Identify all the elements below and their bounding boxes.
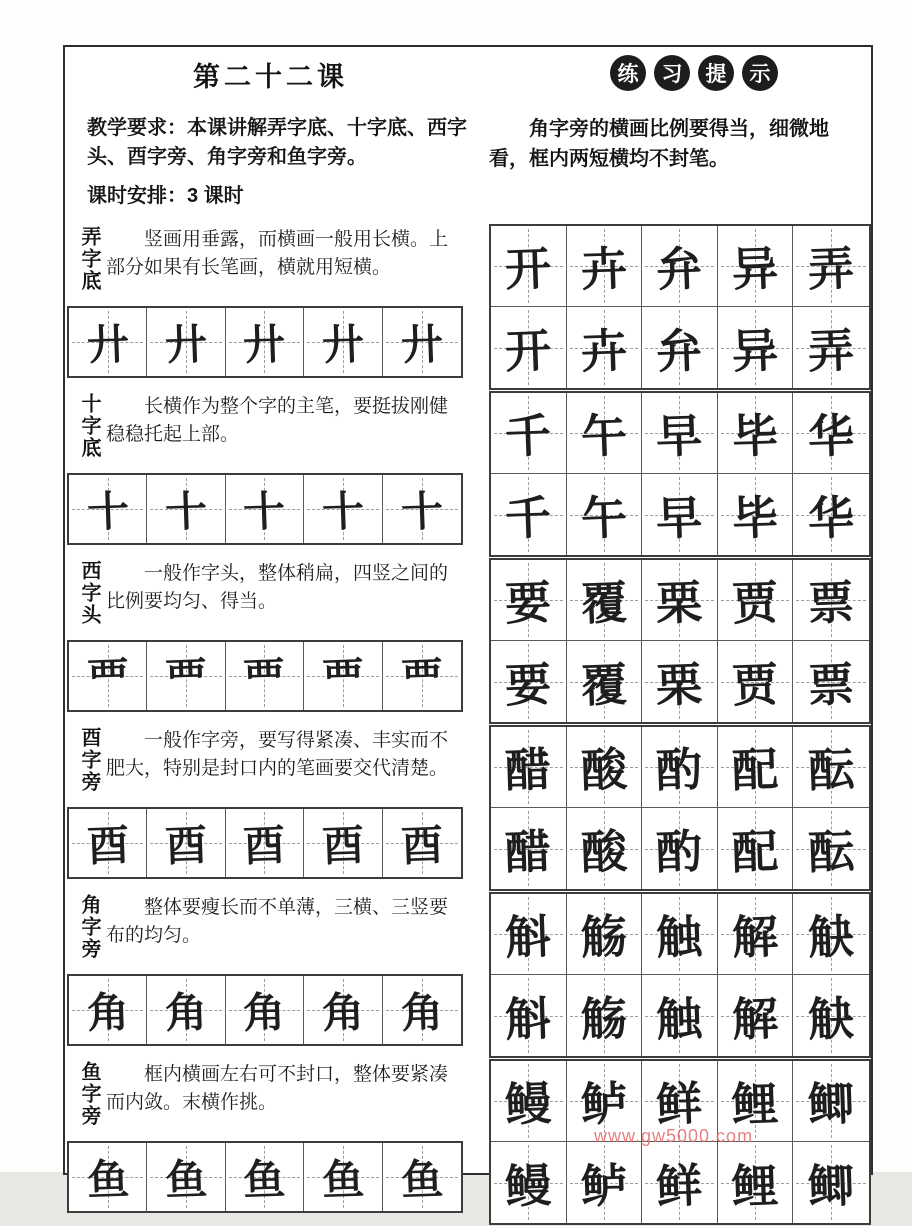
example-cell bbox=[793, 393, 869, 474]
example-cell bbox=[642, 727, 718, 808]
radical-description: 一般作字头，整体稍扁，四竖之间的比例要均匀、得当。 bbox=[106, 563, 449, 612]
example-cell bbox=[718, 641, 794, 722]
example-cell bbox=[718, 894, 794, 975]
calligraphy-character: 斛 bbox=[504, 992, 553, 1046]
teaching-requirements bbox=[87, 114, 471, 172]
practice-tip-text: 角字旁的横画比例要得当，细微地看，框内两短横均不封笔。 bbox=[489, 118, 829, 170]
calligraphy-character: 鲜 bbox=[655, 1159, 704, 1213]
calligraphy-character: 酉 bbox=[400, 823, 444, 871]
calligraphy-character: 卉 bbox=[580, 324, 628, 378]
section-description-row bbox=[67, 558, 469, 640]
calligraphy-character: 午 bbox=[580, 491, 628, 545]
practice-cell bbox=[69, 809, 147, 877]
example-cell bbox=[567, 727, 643, 808]
example-cell bbox=[793, 894, 869, 975]
calligraphy-character: 十 bbox=[86, 489, 130, 537]
calligraphy-character: 午 bbox=[580, 410, 628, 463]
calligraphy-character: 醋 bbox=[504, 825, 553, 879]
example-cell bbox=[642, 808, 718, 889]
class-schedule bbox=[87, 179, 244, 208]
practice-cell bbox=[69, 976, 147, 1044]
practice-cell bbox=[147, 1143, 225, 1211]
calligraphy-character: 廾 bbox=[164, 322, 209, 370]
calligraphy-character: 触 bbox=[655, 992, 704, 1046]
section-description-row bbox=[67, 224, 469, 306]
example-grid bbox=[489, 391, 871, 557]
calligraphy-character: 贾 bbox=[731, 658, 780, 712]
calligraphy-character: 解 bbox=[731, 911, 780, 964]
example-cell bbox=[642, 1142, 718, 1223]
calligraphy-character: 鱼 bbox=[86, 1157, 130, 1205]
calligraphy-character: 廾 bbox=[321, 322, 365, 370]
calligraphy-character: 要 bbox=[504, 577, 553, 630]
practice-grid bbox=[67, 306, 463, 378]
example-cell bbox=[793, 1142, 869, 1223]
calligraphy-character: 酉 bbox=[86, 823, 130, 871]
practice-cell bbox=[304, 809, 382, 877]
page-title: 第二十二课 bbox=[193, 62, 348, 92]
example-cell bbox=[793, 474, 869, 555]
calligraphy-character: 要 bbox=[504, 658, 553, 712]
example-cell bbox=[718, 307, 794, 388]
example-grid bbox=[489, 224, 871, 390]
example-cell bbox=[491, 560, 567, 641]
calligraphy-character: 角 bbox=[321, 990, 365, 1038]
example-cell bbox=[491, 808, 567, 889]
example-cell bbox=[642, 894, 718, 975]
example-cell bbox=[793, 1061, 869, 1142]
practice-grid bbox=[67, 807, 463, 879]
calligraphy-character: 华 bbox=[807, 491, 856, 545]
practice-cell bbox=[69, 1143, 147, 1211]
calligraphy-character: 配 bbox=[731, 825, 780, 879]
calligraphy-character: 酸 bbox=[580, 744, 628, 797]
calligraphy-character: 早 bbox=[655, 491, 704, 545]
practice-cell bbox=[147, 475, 225, 543]
example-cell bbox=[718, 474, 794, 555]
section-description-row bbox=[67, 1059, 469, 1141]
calligraphy-character: 鲫 bbox=[807, 1078, 856, 1131]
calligraphy-character: 角 bbox=[86, 990, 130, 1038]
calligraphy-character: 覀 bbox=[242, 656, 287, 704]
practice-grid bbox=[67, 974, 463, 1046]
calligraphy-character: 鲜 bbox=[655, 1078, 704, 1131]
example-cell bbox=[491, 1142, 567, 1223]
practice-cell bbox=[147, 976, 225, 1044]
example-cell bbox=[793, 560, 869, 641]
calligraphy-character: 十 bbox=[400, 489, 444, 537]
calligraphy-character: 觞 bbox=[580, 992, 628, 1046]
calligraphy-character: 十 bbox=[242, 489, 287, 537]
calligraphy-character: 十 bbox=[164, 489, 209, 537]
practice-cell bbox=[147, 809, 225, 877]
section-left-column bbox=[67, 892, 469, 1059]
calligraphy-character: 覀 bbox=[321, 656, 365, 704]
calligraphy-character: 贾 bbox=[731, 577, 780, 630]
calligraphy-character: 毕 bbox=[731, 410, 780, 463]
calligraphy-character: 斛 bbox=[504, 911, 553, 964]
calligraphy-character: 弄 bbox=[807, 324, 856, 378]
example-cell bbox=[718, 727, 794, 808]
teaching-requirements-text: 本课讲解弄字底、十字底、西字头、酉字旁、角字旁和鱼字旁。 bbox=[87, 117, 467, 168]
badge-circle: 示 bbox=[742, 55, 778, 91]
calligraphy-character: 早 bbox=[655, 410, 704, 463]
badge-circle: 提 bbox=[698, 55, 734, 91]
calligraphy-character: 异 bbox=[731, 243, 780, 296]
practice-cell bbox=[69, 308, 147, 376]
calligraphy-character: 鲈 bbox=[580, 1159, 628, 1213]
example-grid bbox=[489, 558, 871, 724]
calligraphy-character: 千 bbox=[504, 410, 553, 463]
example-cell bbox=[567, 560, 643, 641]
section-left-column bbox=[67, 558, 469, 725]
calligraphy-character: 卉 bbox=[580, 243, 628, 296]
calligraphy-character: 廾 bbox=[400, 322, 444, 370]
practice-cell bbox=[304, 475, 382, 543]
radical-description: 框内横画左右可不封口，整体要紧凑而内敛。末横作挑。 bbox=[106, 1064, 449, 1113]
practice-cell bbox=[226, 642, 304, 710]
example-cell bbox=[793, 641, 869, 722]
example-cell bbox=[491, 727, 567, 808]
example-cell bbox=[491, 894, 567, 975]
example-grid bbox=[489, 725, 871, 891]
calligraphy-character: 酸 bbox=[580, 825, 628, 879]
practice-cell bbox=[226, 475, 304, 543]
practice-cell bbox=[69, 475, 147, 543]
example-cell bbox=[491, 641, 567, 722]
section-description-row bbox=[67, 892, 469, 974]
example-cell bbox=[718, 808, 794, 889]
calligraphy-character: 弁 bbox=[655, 324, 704, 378]
example-cell bbox=[567, 474, 643, 555]
example-cell bbox=[567, 393, 643, 474]
calligraphy-character: 覆 bbox=[580, 658, 628, 712]
radical-section bbox=[65, 391, 871, 558]
example-cell bbox=[491, 226, 567, 307]
example-cell bbox=[567, 641, 643, 722]
calligraphy-character: 鳗 bbox=[504, 1159, 553, 1213]
example-cell bbox=[491, 1061, 567, 1142]
calligraphy-character: 配 bbox=[731, 744, 780, 797]
calligraphy-character: 觖 bbox=[807, 911, 856, 964]
radical-section bbox=[65, 224, 871, 391]
radical-section bbox=[65, 558, 871, 725]
practice-cell bbox=[304, 1143, 382, 1211]
example-cell bbox=[642, 474, 718, 555]
radical-description: 整体要瘦长而不单薄，三横、三竖要布的均匀。 bbox=[106, 897, 449, 946]
calligraphy-character: 鱼 bbox=[164, 1157, 209, 1205]
example-cell bbox=[491, 474, 567, 555]
practice-cell bbox=[147, 642, 225, 710]
practice-cell bbox=[226, 308, 304, 376]
example-cell bbox=[718, 1142, 794, 1223]
calligraphy-character: 解 bbox=[731, 992, 780, 1046]
calligraphy-character: 酝 bbox=[807, 744, 856, 797]
calligraphy-character: 票 bbox=[807, 577, 856, 630]
practice-cell bbox=[304, 642, 382, 710]
calligraphy-character: 开 bbox=[504, 324, 553, 378]
radical-description: 一般作字旁，要写得紧凑、丰实而不肥大，特别是封口内的笔画要交代清楚。 bbox=[106, 730, 449, 779]
practice-cell bbox=[226, 976, 304, 1044]
badge-circle: 习 bbox=[654, 55, 690, 91]
section-left-column bbox=[67, 1059, 469, 1226]
calligraphy-character: 华 bbox=[807, 410, 856, 463]
calligraphy-character: 酉 bbox=[164, 823, 209, 871]
calligraphy-character: 醋 bbox=[504, 744, 553, 797]
calligraphy-character: 开 bbox=[504, 243, 553, 296]
practice-cell bbox=[383, 308, 461, 376]
example-cell bbox=[642, 226, 718, 307]
practice-cell bbox=[383, 642, 461, 710]
practice-cell bbox=[69, 642, 147, 710]
calligraphy-character: 酌 bbox=[655, 744, 704, 797]
example-cell bbox=[642, 393, 718, 474]
example-cell bbox=[567, 307, 643, 388]
example-cell bbox=[642, 560, 718, 641]
watermark: www.gw5000.com bbox=[594, 1126, 754, 1146]
calligraphy-character: 票 bbox=[807, 658, 856, 712]
calligraphy-character: 覆 bbox=[580, 577, 628, 630]
practice-tips-badge bbox=[610, 55, 778, 91]
calligraphy-character: 覀 bbox=[400, 656, 444, 704]
section-left-column bbox=[67, 725, 469, 892]
example-cell bbox=[567, 894, 643, 975]
practice-grid bbox=[67, 473, 463, 545]
practice-cell bbox=[383, 475, 461, 543]
radical-label: 十字底 bbox=[78, 393, 100, 459]
calligraphy-character: 栗 bbox=[655, 658, 704, 712]
example-cell bbox=[642, 641, 718, 722]
radical-label: 鱼字旁 bbox=[78, 1061, 100, 1127]
teaching-requirements-label: 教学要求： bbox=[87, 117, 187, 139]
calligraphy-character: 千 bbox=[504, 491, 553, 545]
example-cell bbox=[718, 393, 794, 474]
badge-circle: 练 bbox=[610, 55, 646, 91]
calligraphy-character: 弄 bbox=[807, 243, 856, 296]
calligraphy-character: 异 bbox=[731, 324, 780, 378]
example-cell bbox=[793, 727, 869, 808]
example-cell bbox=[642, 307, 718, 388]
calligraphy-character: 角 bbox=[400, 990, 444, 1038]
calligraphy-character: 触 bbox=[655, 911, 704, 964]
radical-section bbox=[65, 892, 871, 1059]
example-cell bbox=[718, 560, 794, 641]
example-cell bbox=[491, 393, 567, 474]
example-cell bbox=[567, 975, 643, 1056]
example-cell bbox=[793, 307, 869, 388]
practice-cell bbox=[147, 308, 225, 376]
calligraphy-character: 覀 bbox=[164, 656, 209, 704]
example-cell bbox=[567, 808, 643, 889]
sections bbox=[65, 224, 871, 1226]
calligraphy-character: 觞 bbox=[580, 911, 628, 964]
section-left-column bbox=[67, 224, 469, 391]
calligraphy-character: 鱼 bbox=[242, 1157, 287, 1205]
practice-cell bbox=[383, 976, 461, 1044]
calligraphy-character: 廾 bbox=[86, 322, 130, 370]
calligraphy-character: 鱼 bbox=[321, 1157, 365, 1205]
radical-description: 长横作为整个字的主笔，要挺拔刚健稳稳托起上部。 bbox=[106, 396, 449, 445]
calligraphy-character: 十 bbox=[321, 489, 365, 537]
section-left-column bbox=[67, 391, 469, 558]
calligraphy-character: 栗 bbox=[655, 577, 704, 630]
practice-cell bbox=[226, 809, 304, 877]
practice-cell bbox=[226, 1143, 304, 1211]
practice-grid bbox=[67, 1141, 463, 1213]
page-border-frame bbox=[63, 45, 873, 1213]
example-grid bbox=[489, 892, 871, 1058]
class-schedule-label: 课时安排： bbox=[87, 185, 187, 207]
example-cell bbox=[567, 1142, 643, 1223]
example-cell bbox=[491, 975, 567, 1056]
practice-grid bbox=[67, 640, 463, 712]
example-cell bbox=[642, 975, 718, 1056]
example-cell bbox=[491, 307, 567, 388]
calligraphy-character: 鳗 bbox=[504, 1078, 553, 1131]
practice-cell bbox=[383, 809, 461, 877]
calligraphy-character: 鲤 bbox=[731, 1159, 780, 1213]
example-cell bbox=[718, 226, 794, 307]
example-cell bbox=[567, 226, 643, 307]
radical-label: 西字头 bbox=[78, 560, 100, 626]
radical-section bbox=[65, 725, 871, 892]
practice-cell bbox=[304, 308, 382, 376]
calligraphy-character: 鲫 bbox=[807, 1159, 856, 1213]
practice-cell bbox=[383, 1143, 461, 1211]
calligraphy-character: 鱼 bbox=[400, 1157, 444, 1205]
calligraphy-character: 酌 bbox=[655, 825, 704, 879]
calligraphy-character: 鲈 bbox=[580, 1078, 628, 1131]
calligraphy-character: 廾 bbox=[242, 322, 287, 370]
calligraphy-character: 酝 bbox=[807, 825, 856, 879]
example-cell bbox=[718, 975, 794, 1056]
section-description-row bbox=[67, 725, 469, 807]
calligraphy-character: 觖 bbox=[807, 992, 856, 1046]
calligraphy-character: 覀 bbox=[86, 656, 130, 704]
calligraphy-character: 角 bbox=[242, 990, 287, 1038]
radical-label: 酉字旁 bbox=[78, 727, 100, 793]
example-cell bbox=[793, 975, 869, 1056]
example-cell bbox=[793, 226, 869, 307]
radical-description: 竖画用垂露，而横画一般用长横。上部分如果有长笔画，横就用短横。 bbox=[106, 229, 449, 278]
radical-label: 弄字底 bbox=[78, 226, 100, 292]
section-description-row bbox=[67, 391, 469, 473]
practice-cell bbox=[304, 976, 382, 1044]
calligraphy-character: 角 bbox=[164, 990, 209, 1038]
radical-label: 角字旁 bbox=[78, 894, 100, 960]
calligraphy-character: 酉 bbox=[321, 823, 365, 871]
calligraphy-character: 酉 bbox=[242, 823, 287, 871]
example-cell bbox=[793, 808, 869, 889]
class-schedule-value: 3 课时 bbox=[187, 185, 244, 207]
calligraphy-character: 鲤 bbox=[731, 1078, 780, 1131]
calligraphy-character: 毕 bbox=[731, 491, 780, 545]
calligraphy-character: 弁 bbox=[655, 243, 704, 296]
